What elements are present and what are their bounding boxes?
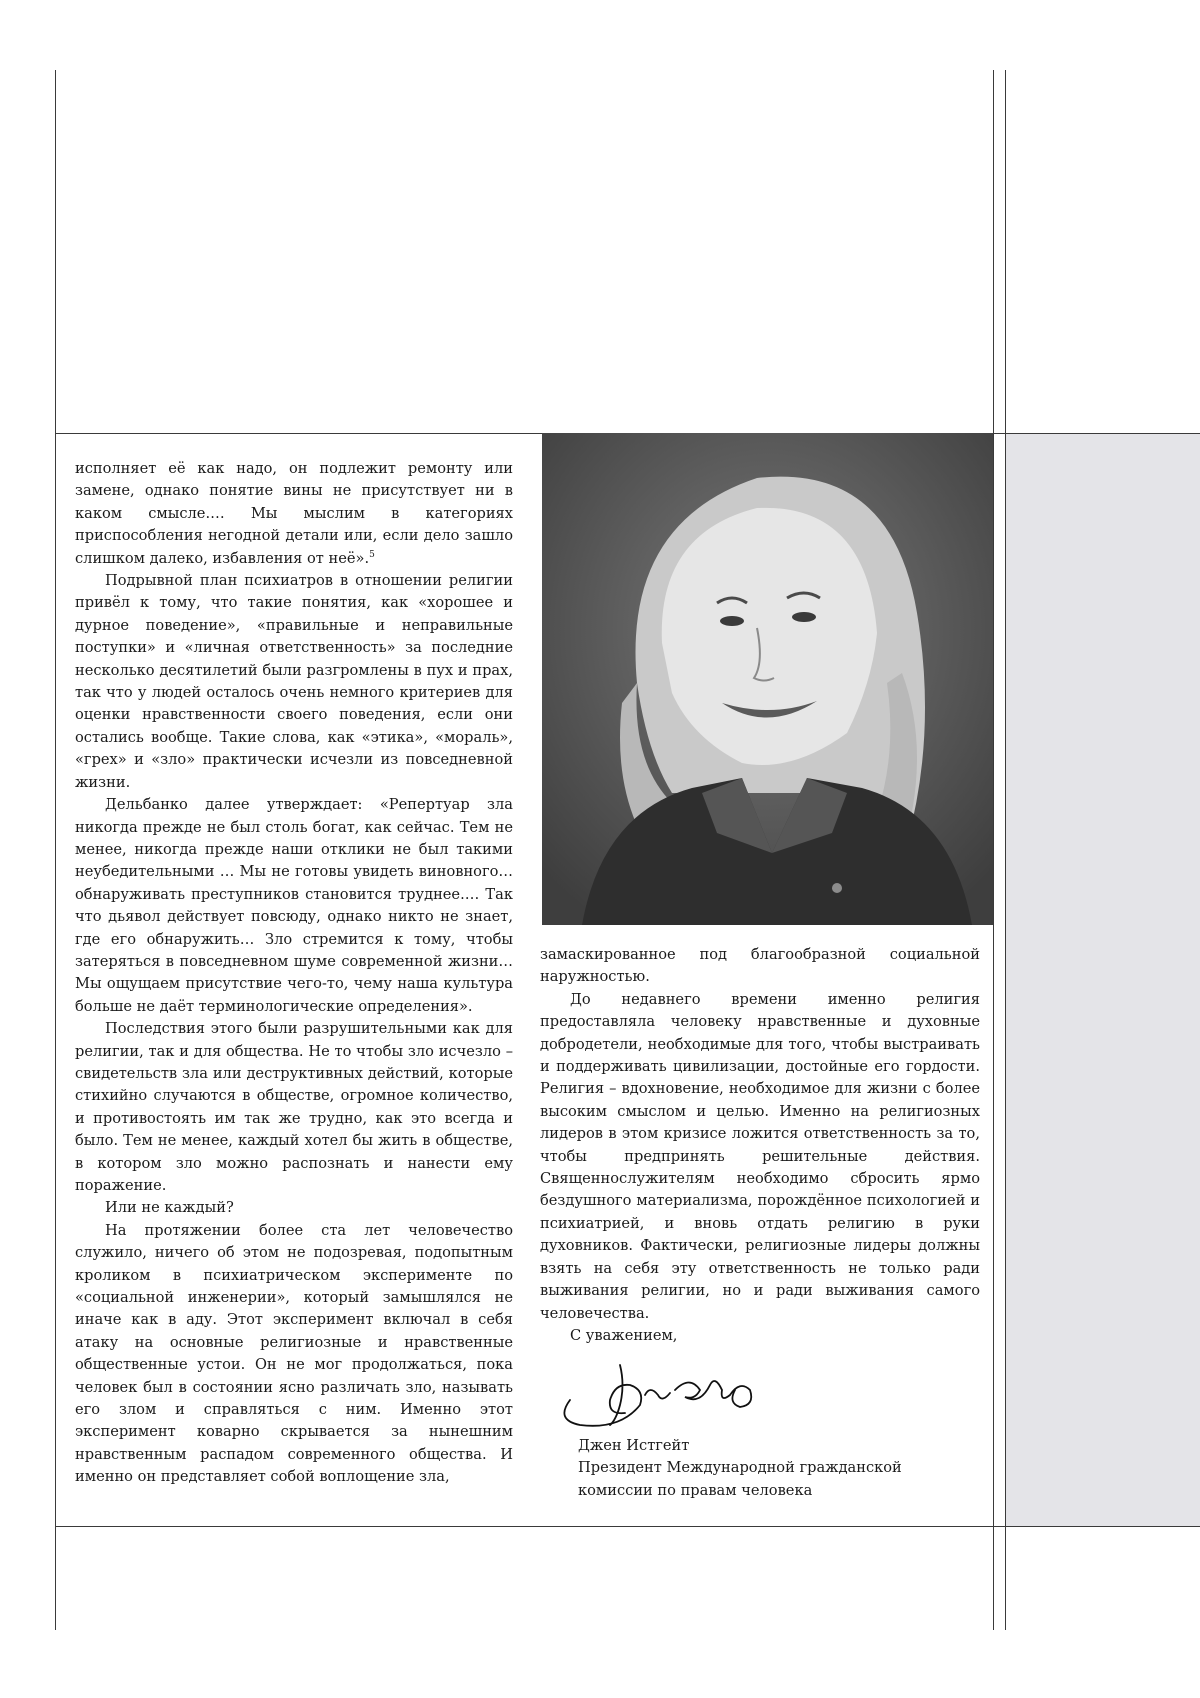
signer-title-line: комиссии по правам человека — [578, 1480, 902, 1502]
right-text-column — [540, 944, 980, 1347]
paragraph: Дельбанко далее утверждает: «Репертуар зла никогда прежде не был столь богат, как сейчас. Тем не менее, никогда прежде наши отклики не был такими неубедительными … Мы не готовы увидеть виновного… обнаруживать преступников становится труднее.… Так что дьявол действует повсюду, однако никто не знает, где его обнаружить… Зло стремится к тому, чтобы затеряться в повседневном шуме современной жизни… Мы ощущаем присутствие чего-то, чему наша культура больше не даёт терминологические определения». — [75, 794, 513, 1018]
paragraph: Последствия этого были разрушительными как для религии, так и для общества. Не то чтобы зло исчезло – свидетельств зла или деструктивных действий, которые стихийно случаются в обществе, огромное количество, и противостоять им так же трудно, как это всегда и было. Тем не менее, каждый хотел бы жить в обществе, в котором зло можно распознать и нанести ему поражение. — [75, 1018, 513, 1197]
paragraph: исполняет её как надо, он подлежит ремонту или замене, однако понятие вины не присутствует ни в каком смысле.… Мы мыслим в категориях приспособления негодной детали или, если дело зашло слишком далеко, избавления от неё».5 — [75, 458, 513, 570]
handwritten-signature — [550, 1345, 770, 1439]
paragraph: На протяжении более ста лет человечество служило, ничего об этом не подозревая, подопытным кроликом в психиатрическом эксперименте по «социальной инженерии», который замышлялся не иначе как в аду. Этот эксперимент включал в себя атаку на основные религиозные и нравственные общественные устои. Он не мог продолжаться, пока человек был в состоянии ясно различать зло, называть его злом и справляться с ним. Именно этот эксперимент коварно скрывается за нынешним нравственным распадом современного общества. И именно он представляет собой воплощение зла, — [75, 1220, 513, 1489]
side-margin-band — [1006, 434, 1200, 1526]
footnote-mark: 5 — [369, 550, 375, 560]
content-bottom-rule — [55, 1526, 1200, 1527]
closing-salutation: С уважением, — [540, 1325, 980, 1347]
paragraph: замаскированное под благообразной социальной наружностью. — [540, 944, 980, 989]
signer-name: Джен Истгейт — [578, 1435, 902, 1457]
margin-rule-left — [55, 70, 56, 1630]
left-text-column — [75, 458, 513, 1489]
margin-rule-right-inner — [993, 70, 994, 1630]
paragraph: Подрывной план психиатров в отношении религии привёл к тому, что такие понятия, как «хорошее и дурное поведение», «правильные и неправильные поступки» и «личная ответственность» за последние несколько десятилетий были разгромлены в пух и прах, так что у людей осталось очень немного критериев для оценки нравственности своего поведения, если они остались вообще. Такие слова, как «этика», «мораль», «грех» и «зло» практически исчезли из повседневной жизни. — [75, 570, 513, 794]
signer-title-line: Президент Международной гражданской — [578, 1457, 902, 1479]
author-portrait-photo — [542, 433, 993, 925]
paragraph: Или не каждый? — [75, 1197, 513, 1219]
paragraph: До недавнего времени именно религия предоставляла человеку нравственные и духовные добродетели, необходимые для того, чтобы выстраивать и поддерживать цивилизации, достойные его гордости. Религия – вдохновение, необходимое для жизни с более высоким смыслом и целью. Именно на религиозных лидеров в этом кризисе ложится ответственность за то, чтобы предпринять решительные действия. Священнослужителям необходимо сбросить ярмо бездушного материализма, порождённое психологией и психиатрией, и вновь отдать религию в руки духовников. Фактически, религиозные лидеры должны взять на себя эту ответственность не только ради выживания религии, но и ради выживания самого человечества. — [540, 989, 980, 1325]
signer-block — [578, 1435, 902, 1502]
